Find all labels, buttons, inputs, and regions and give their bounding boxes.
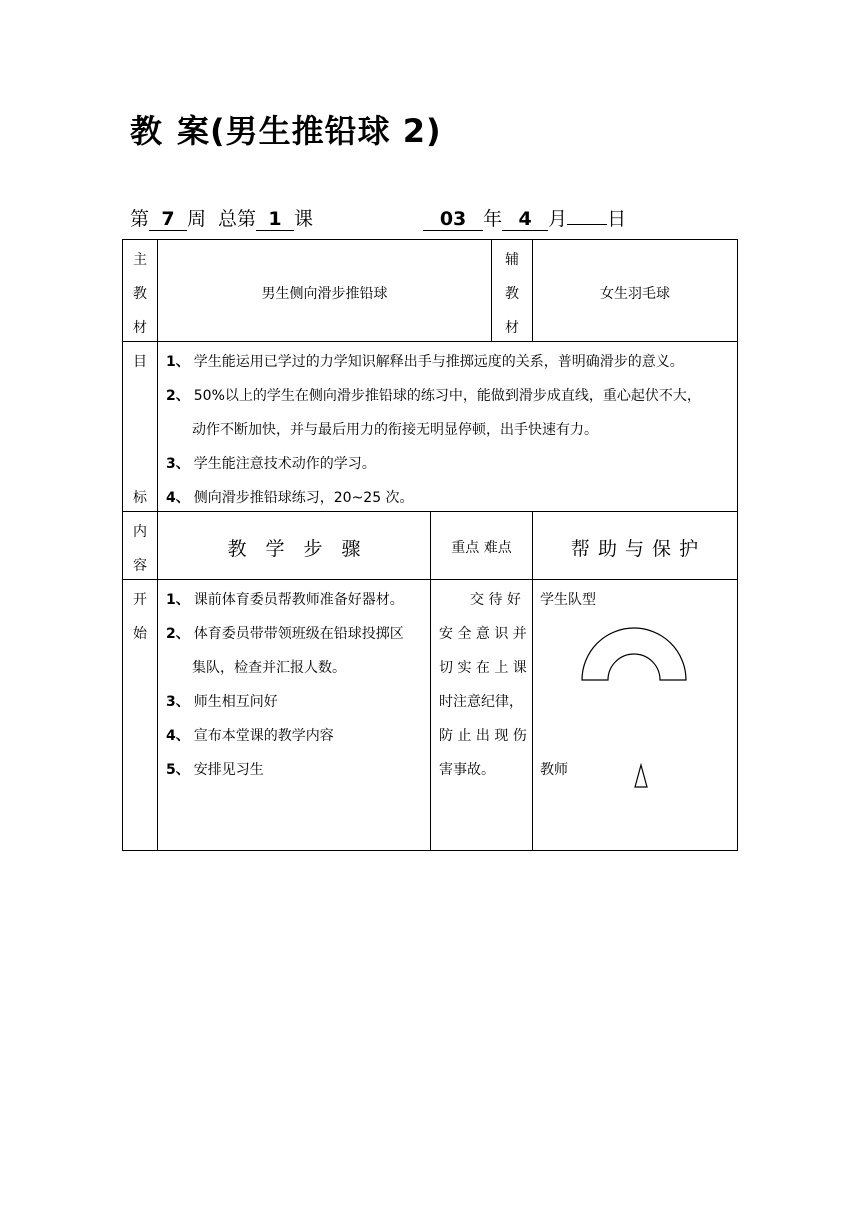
teacher-triangle-icon	[632, 763, 650, 789]
goal-number: 4、	[166, 490, 190, 506]
week-suffix: 周	[187, 208, 207, 230]
goal-label-1: 目	[133, 354, 147, 370]
step-number: 4、	[166, 728, 190, 744]
step-number: 1、	[166, 592, 190, 608]
aux-label-3: 材	[505, 320, 519, 336]
goal-text: 学生能运用已学过的力学知识解释出手与推掷远度的关系，普明确滑步的意义。	[193, 354, 684, 370]
table-border-top	[122, 239, 738, 240]
main-material: 男生侧向滑步推铅球	[261, 286, 388, 302]
main-label-2: 教	[133, 286, 147, 302]
lesson-number: 1	[256, 208, 294, 231]
step-item	[166, 589, 404, 609]
title-part1: 教	[130, 112, 164, 150]
keypoint-line: 交 待 好	[470, 592, 521, 608]
content-label-1: 内	[133, 524, 147, 540]
keypoint-line: 切 实 在 上 课	[439, 660, 527, 676]
total-prefix: 总第	[218, 208, 257, 230]
main-label-1: 主	[133, 252, 147, 268]
formation-label: 学生队型	[540, 592, 596, 608]
goal-text: 侧向滑步推铅球练习，20~25 次。	[193, 490, 414, 506]
year-value: 03	[423, 208, 483, 231]
goal-number: 2、	[166, 388, 190, 404]
keypoint-line: 安 全 意 识 并	[439, 626, 527, 642]
table-divider	[430, 511, 431, 851]
steps-header: 教 学 步 骤	[227, 538, 361, 560]
keypoint-line: 防 止 出 现 伤	[439, 728, 527, 744]
goal-text: 50%以上的学生在侧向滑步推铅球的练习中，能做到滑步成直线，重心起伏不大，	[193, 388, 701, 404]
step-item	[166, 623, 404, 643]
table-divider	[122, 341, 738, 342]
title-part2: 案(男生推铅球 2)	[177, 112, 442, 150]
teacher-label: 教师	[540, 762, 568, 778]
main-label-3: 材	[133, 320, 147, 336]
content-label-2: 容	[133, 558, 147, 574]
week-number: 7	[149, 208, 187, 231]
goal-label-2: 标	[133, 490, 147, 506]
goal-text-continued: 动作不断加快，并与最后用力的衔接无明显停顿，出手快速有力。	[192, 422, 598, 438]
student-formation-arc-icon	[578, 624, 690, 684]
goal-item	[166, 487, 414, 507]
goal-item	[166, 385, 701, 405]
page-title	[130, 106, 442, 152]
month-label: 月	[548, 208, 568, 230]
keypoints-header: 重点 难点	[451, 540, 512, 556]
goal-text: 学生能注意技术动作的学习。	[193, 456, 376, 472]
aux-label-2: 教	[505, 286, 519, 302]
step-number: 2、	[166, 626, 190, 642]
step-text: 课前体育委员帮教师准备好器材。	[193, 592, 404, 608]
year-label: 年	[483, 208, 503, 230]
day-label: 日	[607, 208, 627, 230]
step-text: 宣布本堂课的教学内容	[193, 728, 334, 744]
step-number: 5、	[166, 762, 190, 778]
help-header: 帮 助 与 保 护	[570, 538, 700, 560]
step-text-continued: 集队，检查并汇报人数。	[192, 660, 346, 676]
goal-item	[166, 453, 376, 473]
table-border-left	[122, 239, 123, 851]
step-item	[166, 691, 278, 711]
table-divider	[532, 511, 533, 851]
step-text: 安排见习生	[193, 762, 264, 778]
date-line	[130, 204, 626, 231]
step-number: 3、	[166, 694, 190, 710]
lesson-suffix: 课	[294, 208, 314, 230]
day-value	[567, 224, 607, 225]
table-divider	[491, 239, 492, 341]
table-border-right	[737, 239, 738, 851]
aux-material: 女生羽毛球	[600, 286, 670, 302]
aux-label-1: 辅	[505, 252, 519, 268]
week-prefix: 第	[130, 208, 150, 230]
step-text: 师生相互问好	[193, 694, 278, 710]
keypoint-line: 时注意纪律，	[439, 694, 523, 710]
month-value: 4	[502, 208, 548, 231]
goal-number: 3、	[166, 456, 190, 472]
keypoint-line: 害事故。	[439, 762, 495, 778]
step-item	[166, 725, 334, 745]
goal-item	[166, 351, 684, 371]
start-label-2: 始	[133, 626, 147, 642]
step-text: 体育委员带带领班级在铅球投掷区	[193, 626, 404, 642]
start-label-1: 开	[133, 592, 147, 608]
goal-number: 1、	[166, 354, 190, 370]
step-item	[166, 759, 264, 779]
